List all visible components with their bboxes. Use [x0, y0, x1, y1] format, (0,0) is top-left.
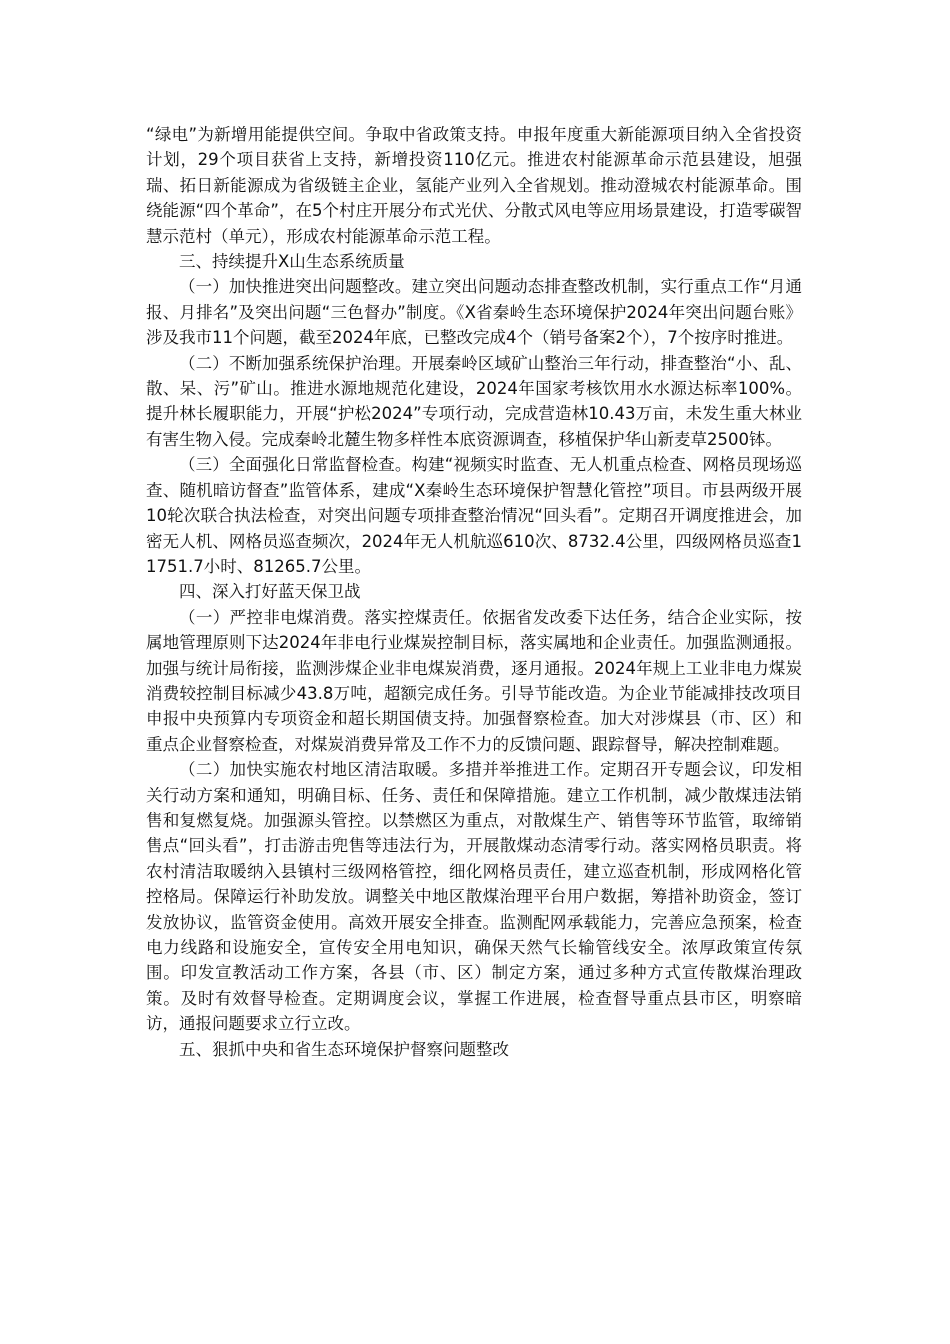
section-heading-3: 三、持续提升X山生态系统质量 [179, 252, 405, 272]
paragraph-green-power: “绿电”为新增用能提供空间。争取中省政策支持。申报年度重大新能源项目纳入全省投资计划，29个项目获省上支持，新增投资110亿元。推进农村能源革命示范县建设，旭强瑞、拓日新能源成为省级链主企业，氢能产业列入全省规划。推动澄城农村能源革命。围绕能源“四个革命”，在5个村庄开展分布式光伏、分散式风电等应用场景建设，打造零碳智慧示范村（单元），形成农村能源革命示范工程。 [146, 125, 802, 246]
document-body [146, 122, 802, 1062]
section-heading-5: 五、狠抓中央和省生态环境保护督察问题整改 [179, 1039, 509, 1059]
paragraph-3-1: （一）加快推进突出问题整改。建立突出问题动态排查整改机制，实行重点工作“月通报、月排名”及突出问题“三色督办”制度。《X省秦岭生态环境保护2024年突出问题台账》涉及我市11个问题，截至2024年底，已整改完成4个（销号备案2个），7个按序时推进。 [146, 277, 802, 348]
paragraph-3-2: （二）不断加强系统保护治理。开展秦岭区域矿山整治三年行动，排查整治“小、乱、散、呆、污”矿山。推进水源地规范化建设，2024年国家考核饮用水水源达标率100%。提升林长履职能力，开展“护松2024”专项行动，完成营造林10.43万亩，未发生重大林业有害生物入侵。完成秦岭北麓生物多样性本底资源调查，移植保护华山新麦草2500钵。 [146, 353, 802, 449]
paragraph-3-3: （三）全面强化日常监督检查。构建“视频实时监查、无人机重点检查、网格员现场巡查、随机暗访督查”监管体系，建成“X秦岭生态环境保护智慧化管控”项目。市县两级开展10轮次联合执法检查，对突出问题专项排查整治情况“回头看”。定期召开调度推进会，加密无人机、网格员巡查频次，2024年无人机航巡610次、8732.4公里，四级网格员巡查11751.7小时、81265.7公里。 [146, 455, 802, 576]
section-heading-4: 四、深入打好蓝天保卫战 [179, 582, 361, 602]
paragraph-4-1: （一）严控非电煤消费。落实控煤责任。依据省发改委下达任务，结合企业实际，按属地管理原则下达2024年非电行业煤炭控制目标，落实属地和企业责任。加强监测通报。加强与统计局衔接，监测涉煤企业非电煤炭消费，逐月通报。2024年规上工业非电力煤炭消费较控制目标减少43.8万吨，超额完成任务。引导节能改造。为企业节能减排技改项目申报中央预算内专项资金和超长期国债支持。加强督察检查。加大对涉煤县（市、区）和重点企业督察检查，对煤炭消费异常及工作不力的反馈问题、跟踪督导，解决控制难题。 [146, 607, 802, 754]
paragraph-4-2: （二）加快实施农村地区清洁取暖。多措并举推进工作。定期召开专题会议，印发相关行动方案和通知，明确目标、任务、责任和保障措施。建立工作机制，减少散煤违法销售和复燃复烧。加强源头管控。以禁燃区为重点，对散煤生产、销售等环节监管，取缔销售点“回头看”，打击游击兜售等违法行为，开展散煤动态清零行动。落实网格员职责。将农村清洁取暖纳入县镇村三级网格管控，细化网格员责任，建立巡查机制，形成网格化管控格局。保障运行补助发放。调整关中地区散煤治理平台用户数据，筹措补助资金，签订发放协议，监管资金使用。高效开展安全排查。监测配网承载能力，完善应急预案，检查电力线路和设施安全，宣传安全用电知识，确保天然气长输管线安全。浓厚政策宣传氛围。印发宣教活动工作方案，各县（市、区）制定方案，通过多种方式宣传散煤治理政策。及时有效督导检查。定期调度会议，掌握工作进展，检查督导重点县市区，明察暗访，通报问题要求立行立改。 [146, 760, 802, 1034]
